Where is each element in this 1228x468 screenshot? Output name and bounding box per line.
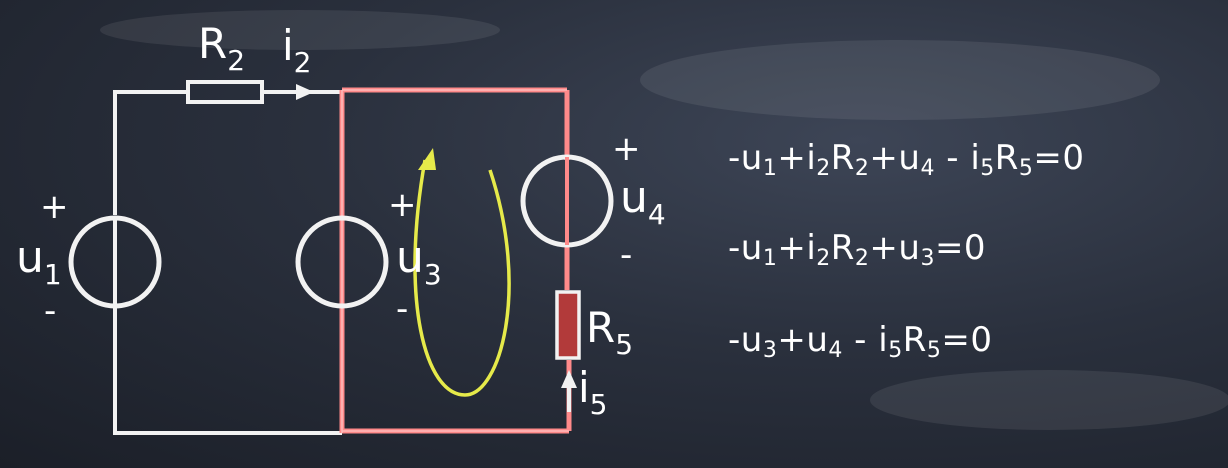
u4-source	[523, 157, 611, 245]
i5-label: $i_5$	[578, 363, 608, 421]
i5-arrow	[561, 370, 577, 412]
r5-resistor	[557, 292, 579, 358]
i2-label: $i_2$	[282, 21, 312, 79]
u1-plus: +	[40, 187, 69, 227]
i2-arrow	[262, 84, 314, 100]
u3-plus: +	[388, 185, 417, 225]
u1-minus: -	[44, 291, 57, 331]
u1-label: $u_1$	[16, 232, 62, 291]
u4-label: $u_4$	[620, 172, 666, 231]
loop-arrow-head	[418, 148, 436, 170]
equation-2: $-u_1+i_2R_2+u_3=0$	[728, 228, 987, 271]
equation-1: $-u_1+i_2R_2+u_4 - i_5R_5=0$	[728, 138, 1085, 181]
equation-3: $-u_3+u_4 - i_5R_5=0$	[728, 320, 993, 363]
wire-bottom-left	[115, 308, 342, 433]
u3-minus: -	[396, 289, 409, 329]
u3-label: $u_3$	[396, 232, 442, 291]
r2-label: $R_2$	[198, 19, 246, 77]
u4-minus: -	[620, 235, 633, 275]
u4-plus: +	[612, 129, 641, 169]
r5-label: $R_5$	[586, 303, 634, 361]
highlight-loop	[342, 90, 569, 433]
u1-source	[71, 218, 159, 306]
outer-wires	[115, 92, 342, 433]
r2-resistor	[188, 82, 262, 102]
wire-top-left	[115, 92, 188, 215]
